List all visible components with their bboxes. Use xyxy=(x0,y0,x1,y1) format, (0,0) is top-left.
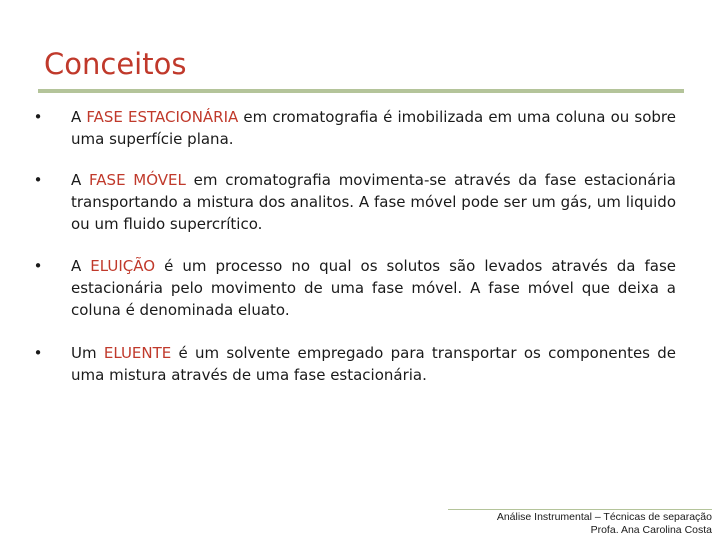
footer-course-title: Análise Instrumental – Técnicas de separação xyxy=(496,511,712,523)
bullet-highlight-term: ELUIÇÃO xyxy=(90,257,156,275)
bullet-highlight-term: FASE MÓVEL xyxy=(89,171,186,189)
footer-divider xyxy=(448,509,712,510)
bullet-item-fase-estacionaria xyxy=(32,106,676,150)
bullet-text-prefix: A xyxy=(71,257,91,275)
bullet-dot-icon: • xyxy=(33,171,43,189)
bullet-text-body: em cromatografia é imobilizada em uma coluna ou sobre uma superfície plana. xyxy=(71,108,676,148)
bullet-text-body: é um solvente empregado para transportar os componentes de uma mistura através de uma fase estacionária. xyxy=(71,344,677,384)
bullet-text-body: em cromatografia movimenta-se através da fase estacionária transportando a mistura dos analitos. A fase móvel pode ser um gás, um liquido ou um fluido supercrítico. xyxy=(71,171,676,233)
title-divider xyxy=(38,89,684,93)
slide-footer xyxy=(497,511,712,537)
bullet-item-eluicao xyxy=(32,255,676,321)
bullet-dot-icon: • xyxy=(33,108,43,126)
bullet-list xyxy=(32,106,676,405)
bullet-text-body: é um processo no qual os solutos são levados através da fase estacionária pelo movimento de uma fase móvel. A fase móvel que deixa a coluna é denominada eluato. xyxy=(71,257,676,319)
bullet-item-fase-movel xyxy=(32,169,676,235)
bullet-highlight-term: ELUENTE xyxy=(103,344,172,362)
bullet-text-prefix: A xyxy=(71,108,87,126)
bullet-text-prefix: A xyxy=(71,171,90,189)
bullet-item-eluente xyxy=(32,342,676,386)
bullet-dot-icon: • xyxy=(33,344,43,362)
bullet-dot-icon: • xyxy=(33,257,43,275)
bullet-text-prefix: Um xyxy=(71,344,104,362)
bullet-highlight-term: FASE ESTACIONÁRIA xyxy=(86,108,239,126)
slide-title: Conceitos xyxy=(44,47,187,81)
footer-author: Profa. Ana Carolina Costa xyxy=(590,524,712,536)
